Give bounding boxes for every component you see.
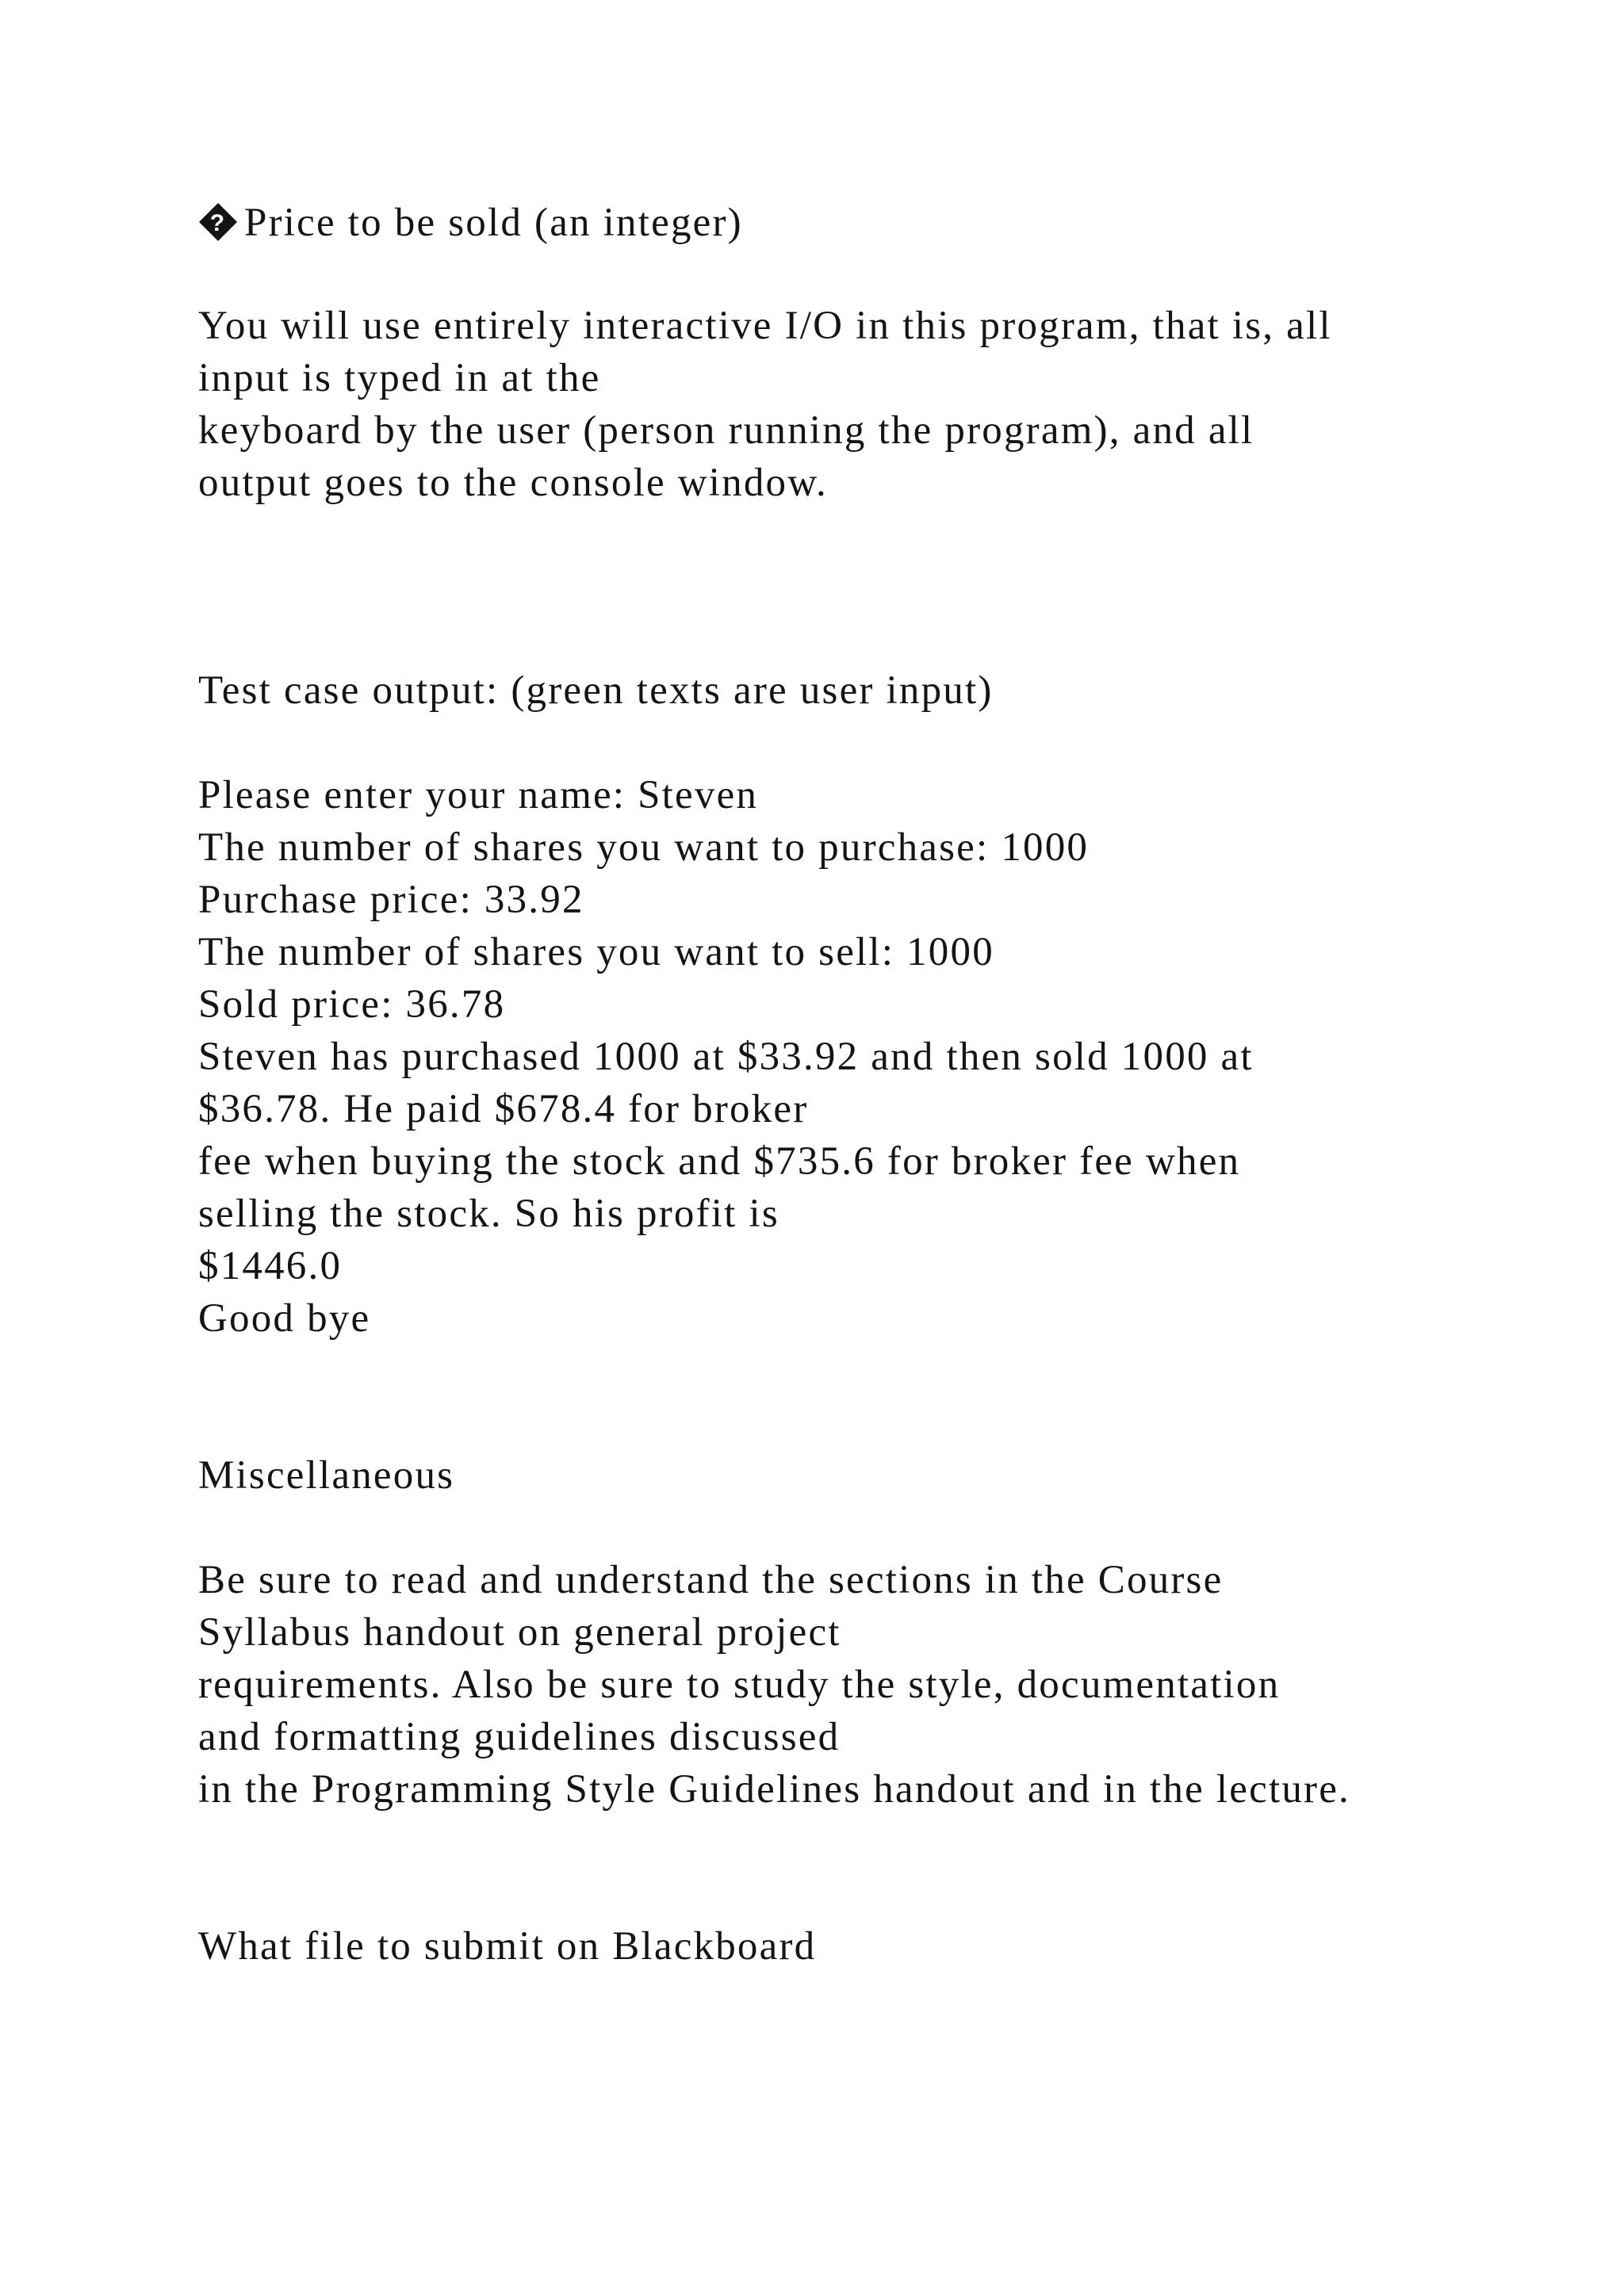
test-case-line: Good bye <box>198 1296 371 1341</box>
test-case-line: selling the stock. So his profit is <box>198 1192 779 1236</box>
test-case-line: $1446.0 <box>198 1244 343 1288</box>
test-case-line: The number of shares you want to purchase: 1000 <box>198 825 1090 870</box>
misc-line: Be sure to read and understand the sections in the Course <box>198 1558 1224 1602</box>
misc-line: in the Programming Style Guidelines handout and in the lecture. <box>198 1767 1350 1812</box>
intro-line: output goes to the console window. <box>198 461 828 505</box>
test-case-line: Please enter your name: Steven <box>198 773 759 817</box>
intro-line: You will use entirely interactive I/O in this program, that is, all <box>198 304 1332 348</box>
intro-line: keyboard by the user (person running the program), and all <box>198 408 1254 453</box>
intro-line: input is typed in at the <box>198 356 601 400</box>
test-case-line: fee when buying the stock and $735.6 for broker fee when <box>198 1139 1241 1184</box>
misc-line: Syllabus handout on general project <box>198 1610 841 1655</box>
test-case-line: Steven has purchased 1000 at $33.92 and then sold 1000 at <box>198 1035 1254 1079</box>
test-case-line: $36.78. He paid $678.4 for broker <box>198 1087 809 1131</box>
test-case-line: The number of shares you want to sell: 1000 <box>198 930 994 974</box>
test-case-line: Sold price: 36.78 <box>198 982 506 1027</box>
submit-heading: What file to submit on Blackboard <box>198 1924 817 1969</box>
test-case-heading: Test case output: (green texts are user input) <box>198 668 994 713</box>
bullet-item-text: Price to be sold (an integer) <box>244 201 743 245</box>
misc-heading: Miscellaneous <box>198 1453 455 1498</box>
svg-text:?: ? <box>209 210 227 236</box>
bullet-item <box>198 197 743 249</box>
misc-line: and formatting guidelines discussed <box>198 1715 841 1759</box>
replacement-character-icon <box>198 202 238 242</box>
misc-line: requirements. Also be sure to study the style, documentation <box>198 1663 1281 1707</box>
test-case-line: Purchase price: 33.92 <box>198 878 584 922</box>
